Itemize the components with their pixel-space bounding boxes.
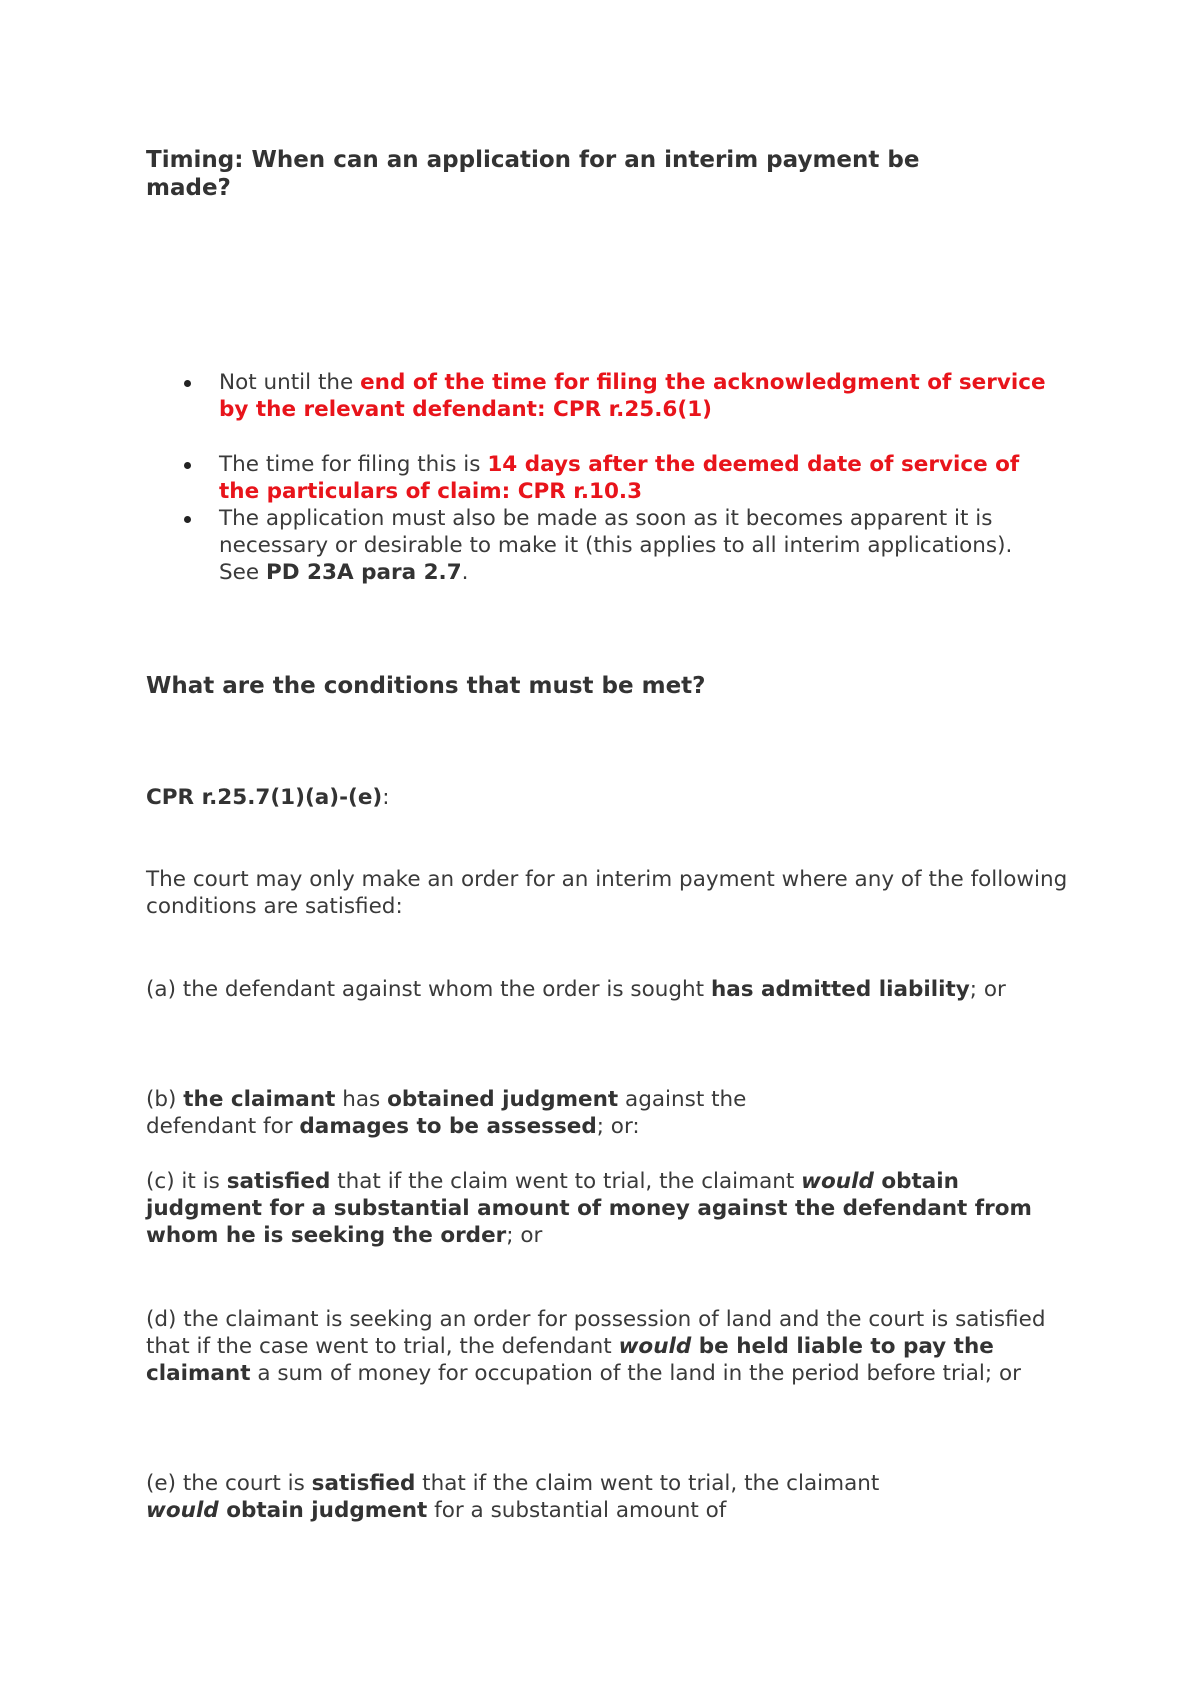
condition-c-text-1: (c) it is: [146, 1169, 227, 1194]
condition-c-bold-2: obtain judgment for a substantial amount of money against the defendant from whom he is seeking the order: [146, 1169, 1040, 1248]
condition-d-bold: be held liable to pay the claimant: [146, 1334, 1002, 1386]
condition-c-italic: would: [801, 1169, 874, 1194]
condition-c-bold-1: satisfied: [226, 1169, 331, 1194]
bullet-reference: PD 23A para 2.7: [265, 560, 462, 585]
timing-heading-line2: made?: [146, 175, 231, 201]
condition-b: [146, 1086, 826, 1140]
condition-e-italic: would: [146, 1498, 219, 1523]
list-item: [146, 505, 1046, 586]
condition-b-bold-3: damages to be assessed: [299, 1114, 597, 1139]
condition-a-text: (a) the defendant against whom the order is sought: [146, 977, 711, 1002]
condition-b-text-2: has: [335, 1087, 388, 1112]
bullet-text: The time for filing this is: [219, 452, 488, 477]
bullet-icon: [184, 462, 191, 469]
condition-b-bold-2: obtained judgment: [387, 1087, 619, 1112]
list-item: [146, 369, 1046, 423]
condition-b-text-4: ; or:: [596, 1114, 640, 1139]
condition-b-bold-1: the claimant: [183, 1087, 336, 1112]
condition-a: [146, 976, 1076, 1003]
condition-b-text-3: against the defendant for: [146, 1087, 754, 1139]
conditions-heading: What are the conditions that must be met?: [146, 673, 706, 699]
rule-reference: [146, 784, 1066, 811]
condition-e: [146, 1470, 906, 1524]
condition-b-text-1: (b): [146, 1087, 184, 1112]
condition-a-bold: has admitted liability: [710, 977, 970, 1002]
condition-e-bold-2: obtain judgment: [218, 1498, 428, 1523]
rule-reference-suffix: :: [382, 785, 390, 810]
bullet-text: Not until the: [219, 370, 361, 395]
timing-heading-line1: Timing: When can an application for an interim payment be: [146, 147, 920, 173]
bullet-icon: [184, 380, 191, 387]
condition-a-end: ; or: [969, 977, 1006, 1002]
condition-c: [146, 1168, 1066, 1249]
condition-d-italic: would: [618, 1334, 692, 1359]
bullet-highlight: 14 days after the deemed date of service of the particulars of claim: CPR r.10.3: [219, 452, 1020, 504]
list-item: [146, 451, 1046, 505]
condition-e-text-1: (e) the court is: [146, 1471, 312, 1496]
conditions-intro: The court may only make an order for an interim payment where any of the following conditions are satisfied:: [146, 867, 1068, 919]
rule-reference-code: CPR r.25.7(1)(a)-(e): [146, 785, 383, 810]
condition-d-text-2: a sum of money for occupation of the land in the period before trial; or: [250, 1361, 1021, 1386]
timing-heading: [146, 146, 1066, 202]
bullet-text: The application must also be made as soon as it becomes apparent it is necessary or desirable to make it (this applies to all interim applications). See: [219, 506, 1013, 585]
bullet-text-end: .: [461, 560, 469, 585]
condition-e-bold-1: satisfied: [311, 1471, 416, 1496]
bullet-icon: [184, 516, 191, 523]
condition-d: [146, 1306, 1076, 1387]
condition-c-text-2: that if the claim went to trial, the claimant: [330, 1169, 802, 1194]
bullet-highlight: end of the time for filing the acknowledgment of service by the relevant defendant: CPR r.25.6(1): [219, 370, 1046, 422]
condition-d-text-1: (d) the claimant is seeking an order for possession of land and the court is satisfied that if the case went to trial, the defendant: [146, 1307, 1053, 1359]
condition-e-text-2: that if the claim went to trial, the claimant: [415, 1471, 887, 1496]
condition-c-text-3: ; or: [506, 1223, 543, 1248]
condition-e-text-3: for a substantial amount of: [427, 1498, 727, 1523]
